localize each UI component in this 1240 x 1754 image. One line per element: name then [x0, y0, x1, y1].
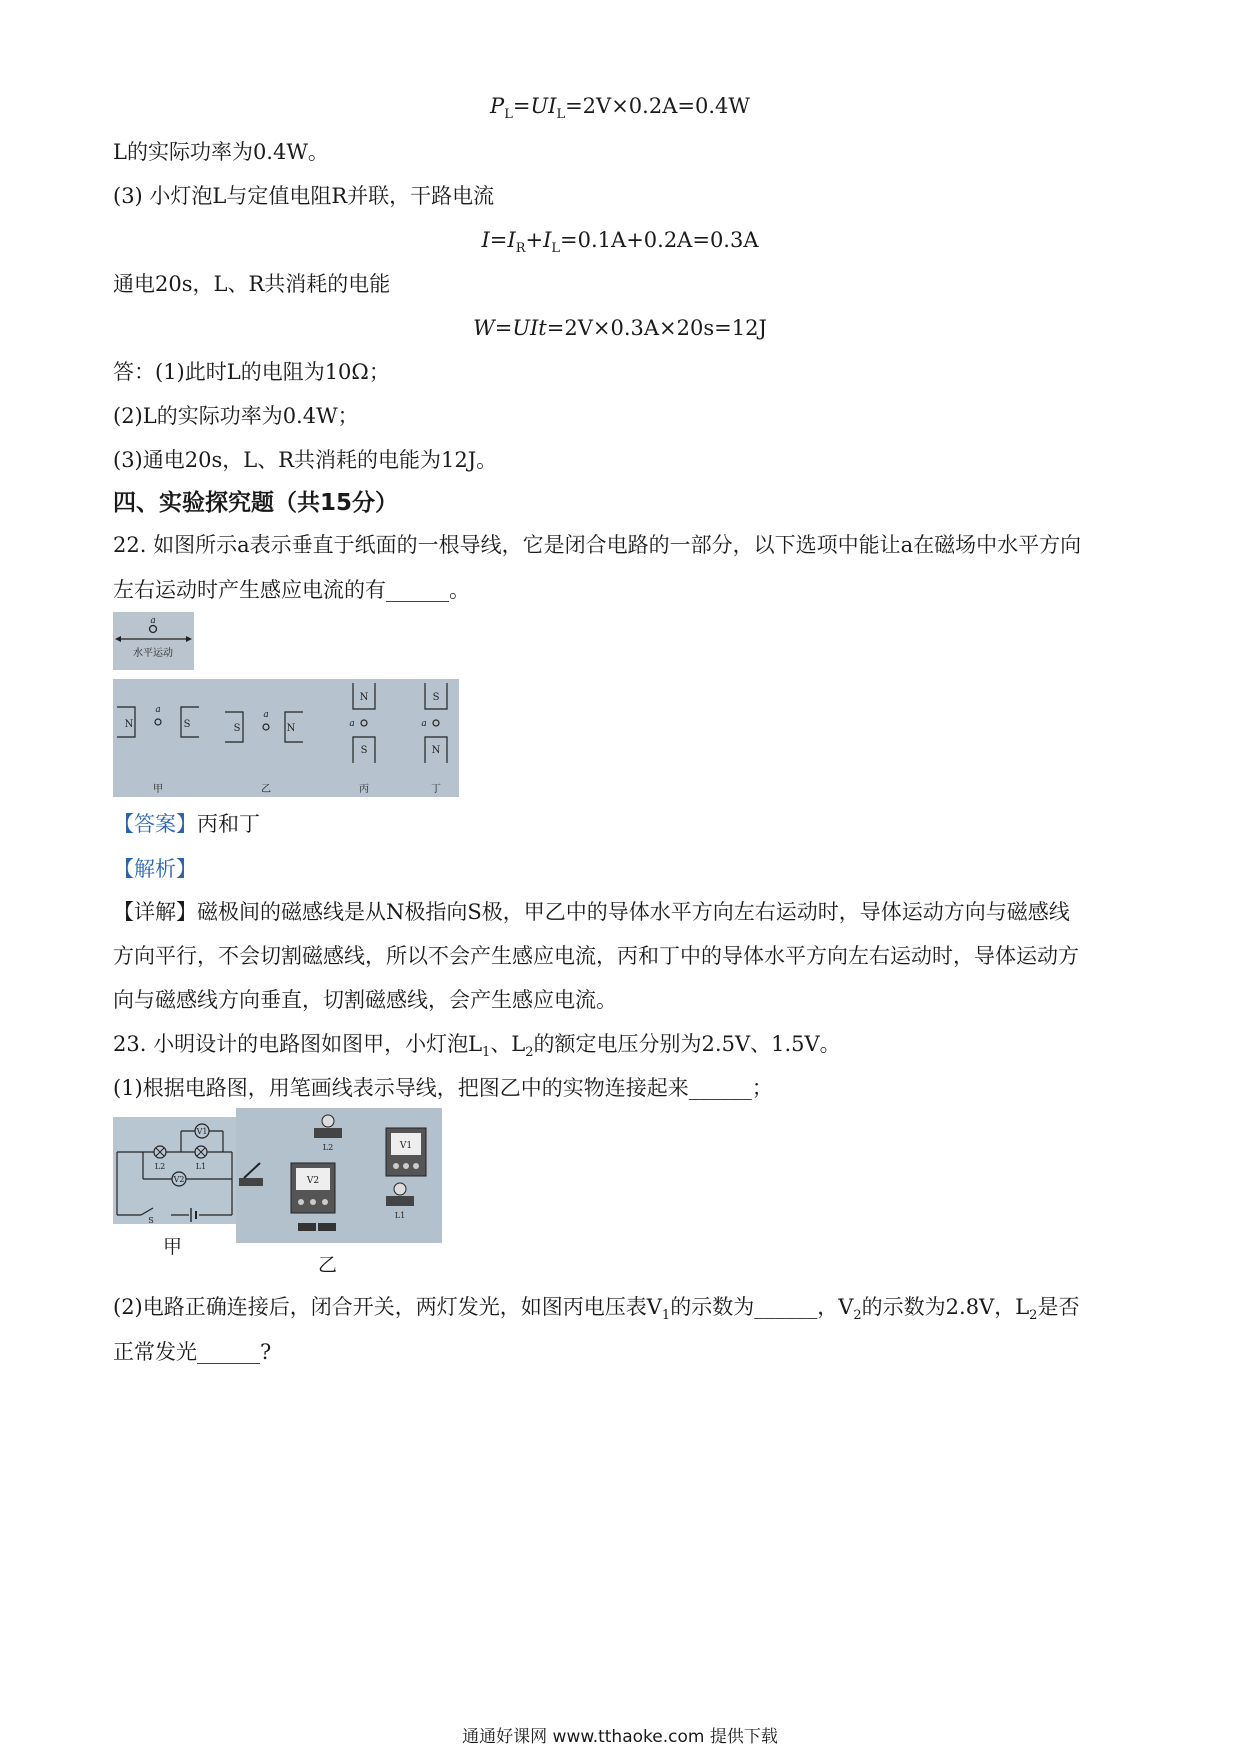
svg-text:丁: 丁	[431, 784, 441, 795]
page-footer: 通通好课网 www.tthaoke.com 提供下载	[462, 1727, 778, 1747]
equation-w: W=UIt=2V×0.3A×20s=12J	[473, 316, 767, 340]
figure-23-yi-caption: 乙	[318, 1254, 338, 1276]
svg-text:a: a	[421, 719, 427, 729]
text-answer-1: 答：(1)此时L的电阻为10Ω；	[113, 360, 390, 384]
svg-text:S: S	[183, 719, 191, 730]
svg-text:L1: L1	[195, 1162, 207, 1171]
svg-text:a: a	[349, 719, 355, 729]
question-23-part-2-line-2: 正常发光______?	[113, 1340, 272, 1364]
figure-23-jia-caption: 甲	[163, 1236, 183, 1258]
equation-pl: $P_L=UI_L=2V\times 0.2A=0.4W$	[490, 94, 750, 123]
section-heading: 四、实验探究题（共15分）	[113, 490, 399, 516]
svg-text:L2: L2	[322, 1143, 334, 1152]
svg-text:V1: V1	[196, 1127, 208, 1136]
svg-text:L2: L2	[154, 1162, 166, 1171]
svg-text:S: S	[360, 745, 368, 756]
fig22-motion-label: 水平运动	[133, 648, 173, 659]
question-23: 23. 小明设计的电路图如图甲，小灯泡$L_1$、$L_2$的额定电压分别为2.5V、1.5V。	[113, 1032, 841, 1061]
svg-text:乙: 乙	[261, 784, 271, 795]
svg-text:a: a	[263, 710, 269, 720]
svg-text:N: N	[431, 745, 441, 756]
svg-text:V2: V2	[173, 1175, 185, 1184]
figure-23-jia	[113, 1117, 236, 1224]
text-part3-intro: (3) 小灯泡L与定值电阻R并联，干路电流	[113, 184, 495, 208]
question-22-line-1: 22. 如图所示a表示垂直于纸面的一根导线，它是闭合电路的一部分，以下选项中能让a在磁场中水平方向	[113, 533, 1082, 557]
figure-22-motion	[113, 612, 194, 670]
text-energy-intro: 通电20s，L、R共消耗的电能	[113, 272, 391, 296]
question-22-line-2: 左右运动时产生感应电流的有______。	[113, 578, 470, 602]
answer-tag: 【答案】	[113, 812, 197, 836]
analysis-tag: 【解析】	[113, 857, 197, 881]
question-23-part-1: (1)根据电路图，用笔画线表示导线，把图乙中的实物连接起来______；	[113, 1076, 773, 1100]
svg-text:N: N	[124, 719, 134, 730]
detail-line-3: 向与磁感线方向垂直，切割磁感线，会产生感应电流。	[113, 988, 617, 1012]
svg-text:a: a	[155, 705, 161, 715]
answer-text: 丙和丁	[197, 812, 260, 836]
svg-text:S: S	[233, 723, 241, 734]
detail-line-2: 方向平行，不会切割磁感线，所以不会产生感应电流，丙和丁中的导体水平方向左右运动时，导体运动方	[113, 944, 1079, 968]
answer-line	[113, 810, 260, 838]
text-l-power: L的实际功率为0.4W。	[113, 140, 329, 164]
figure-23-yi	[236, 1108, 442, 1243]
question-23-part-2-line-1: (2)电路正确连接后，闭合开关，两灯发光，如图丙电压表$V_1$的示数为______，$V_2$的示数为2.8V，$L_2$是否	[113, 1295, 1080, 1324]
fig22-top-wire-label: a	[150, 616, 156, 626]
detail-line-1: 【详解】磁极间的磁感线是从N极指向S极，甲乙中的导体水平方向左右运动时，导体运动方向与磁感线	[113, 900, 1070, 924]
svg-text:N: N	[359, 692, 369, 703]
svg-text:甲: 甲	[153, 784, 163, 795]
svg-text:L1: L1	[394, 1211, 406, 1220]
svg-text:丙: 丙	[359, 784, 369, 795]
svg-text:V2: V2	[306, 1176, 320, 1186]
text-answer-3: (3)通电20s，L、R共消耗的电能为12J。	[113, 448, 498, 472]
equation-i: $I=I_R+I_L=0.1A+0.2A=0.3A$	[481, 228, 759, 257]
text-answer-2: (2)L的实际功率为0.4W；	[113, 404, 359, 428]
svg-text:S: S	[432, 692, 440, 703]
svg-text:V1: V1	[399, 1141, 413, 1151]
figure-22-panels	[113, 679, 459, 797]
svg-text:N: N	[286, 723, 296, 734]
svg-text:S: S	[148, 1216, 154, 1224]
